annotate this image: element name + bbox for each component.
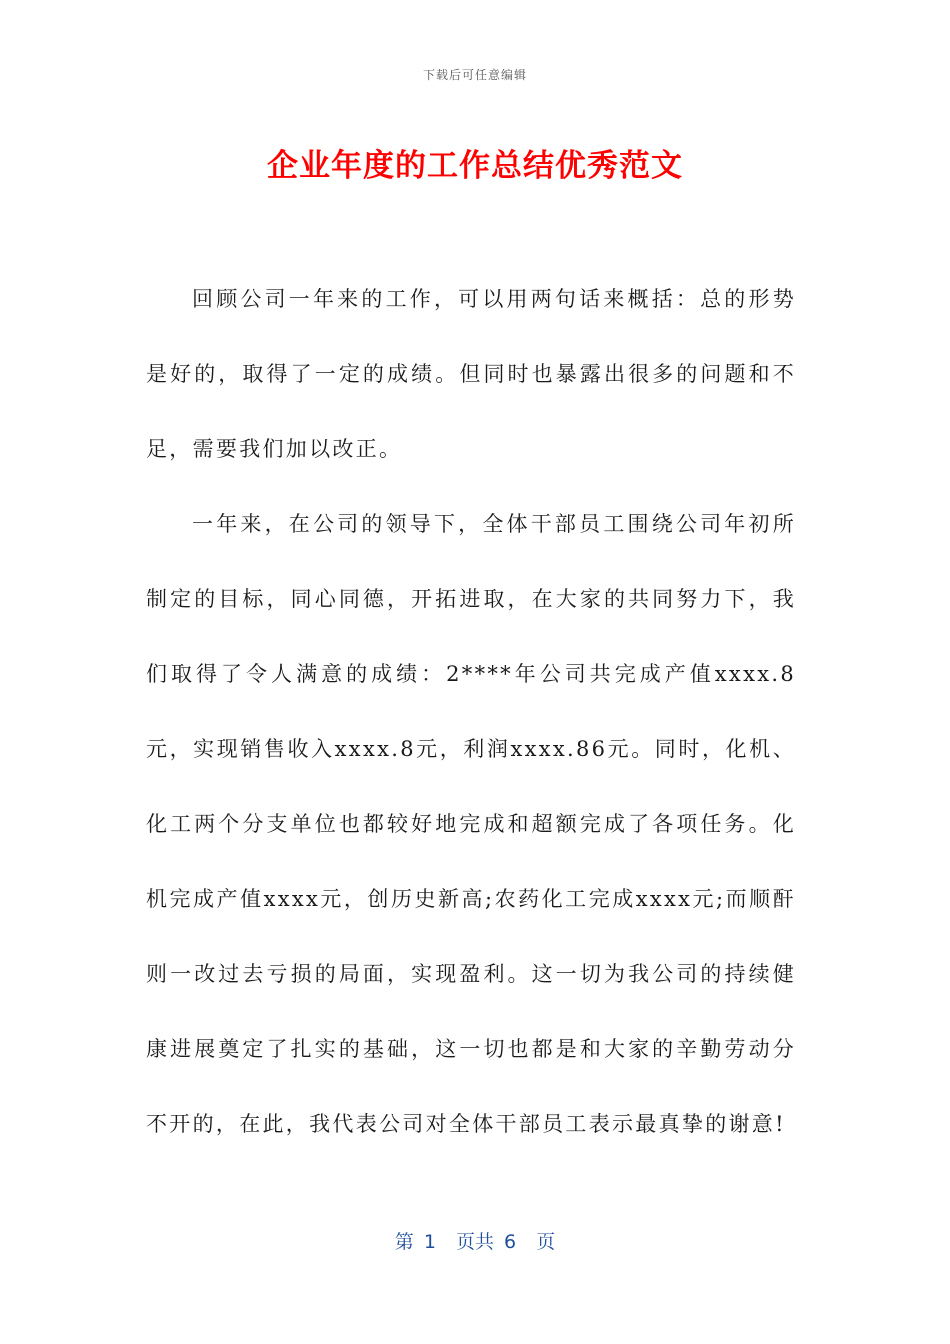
paragraph-2: 一年来，在公司的领导下，全体干部员工围绕公司年初所制定的目标，同心同德，开拓进取，在大家的共同努力下，我们取得了令人满意的成绩：2****年公司共完成产值xxxx.8元，实现销售收入xxxx.8元，利润xxxx.86元。同时，化机、化工两个分支单位也都较好地完成和超额完成了各项任务。化机完成产值xxxx元，创历史新高;农药化工完成xxxx元;而顺酐则一改过去亏损的局面，实现盈利。这一切为我公司的持续健康进展奠定了扎实的基础，这一切也都是和大家的辛勤劳动分不开的，在此，我代表公司对全体干部员工表示最真挚的谢意! [146,512,796,1136]
document-body [146,262,796,1162]
document-title: 企业年度的工作总结优秀范文 [267,148,683,184]
header-note: 下载后可任意编辑 [422,68,527,82]
paragraph-1: 回顾公司一年来的工作，可以用两句话来概括：总的形势是好的，取得了一定的成绩。但同时也暴露出很多的问题和不足，需要我们加以改正。 [146,287,796,461]
page-number-footer: 第 1 页共 6 页 [394,1231,556,1253]
